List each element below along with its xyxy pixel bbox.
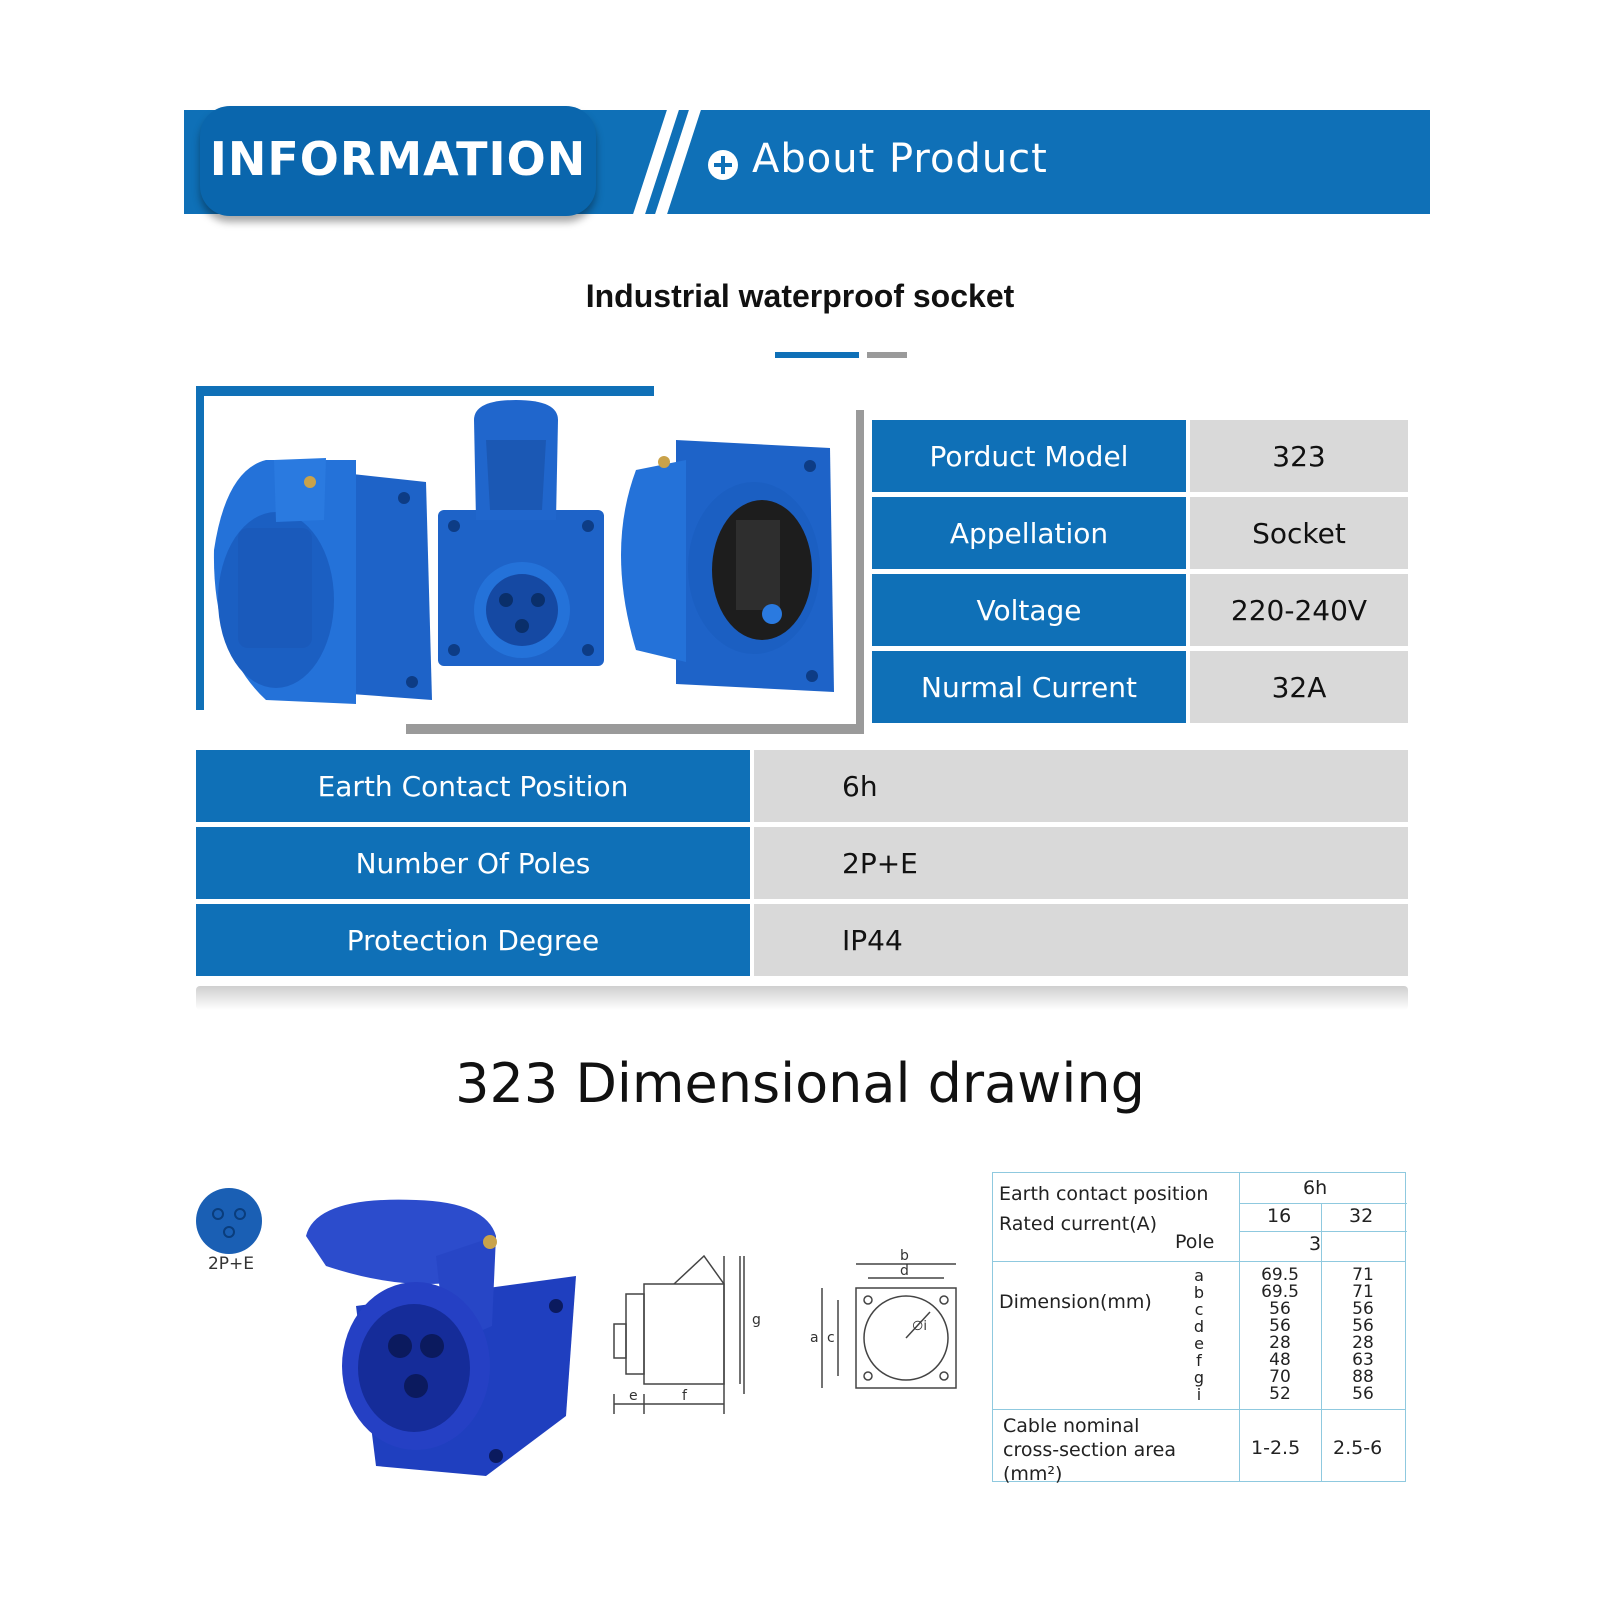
- spec-label: Number Of Poles: [196, 827, 750, 899]
- earth-contact-value: 6h: [1303, 1177, 1328, 1199]
- photo-frame-bottom: [406, 724, 864, 734]
- photo-frame-left: [196, 386, 204, 710]
- socket-side-photo: [214, 458, 432, 704]
- dim-label-g: g: [752, 1312, 761, 1328]
- section-divider-shadow: [196, 986, 1408, 1010]
- socket-rear-photo: [621, 440, 834, 692]
- rated-current-label: Rated current(A): [999, 1213, 1158, 1235]
- dimension-values-16: 69.5 69.5 56 56 28 48 70 52: [1261, 1265, 1299, 1404]
- product-photos: [206, 400, 854, 720]
- spec-value: IP44: [754, 904, 1408, 976]
- dim-label-c: c: [827, 1330, 835, 1346]
- pole-config-icon: [196, 1188, 262, 1254]
- pin-icon: [212, 1208, 224, 1220]
- table-divider: [1321, 1203, 1322, 1481]
- product-subtitle: Industrial waterproof socket: [585, 278, 1015, 314]
- dimension-values-32: 71 71 56 56 28 63 88 56: [1352, 1265, 1374, 1404]
- photo-frame-right: [856, 410, 864, 734]
- spec-label: Earth Contact Position: [196, 750, 750, 822]
- dim-label-a: a: [810, 1330, 819, 1346]
- dim-label-e: e: [629, 1388, 638, 1404]
- information-tab: [200, 106, 596, 216]
- rated-current-16: 16: [1267, 1205, 1292, 1227]
- spec-label: Porduct Model: [872, 420, 1186, 492]
- socket-3d-render: [296, 1196, 596, 1476]
- spec-value: 323: [1190, 420, 1408, 492]
- pole-config-label: 2P+E: [207, 1254, 255, 1274]
- table-divider: [1239, 1173, 1240, 1481]
- cable-label-line: (mm²): [1003, 1463, 1063, 1485]
- side-view-drawing: [604, 1254, 774, 1424]
- table-divider: [993, 1409, 1405, 1410]
- spec-value: Socket: [1190, 497, 1408, 569]
- table-divider: [1239, 1231, 1407, 1232]
- spec-value: 220-240V: [1190, 574, 1408, 646]
- dimension-letters: a b c d e f g i: [1193, 1266, 1205, 1404]
- spec-label: Protection Degree: [196, 904, 750, 976]
- dim-label-f: f: [682, 1388, 687, 1404]
- spec-label: Nurmal Current: [872, 651, 1186, 723]
- earth-contact-label: Earth contact position: [999, 1183, 1209, 1205]
- subtitle-underline-accent: [775, 352, 859, 358]
- spec-value: 32A: [1190, 651, 1408, 723]
- about-product-label: About Product: [752, 136, 1048, 182]
- cable-label-line: cross-section area: [1003, 1439, 1176, 1461]
- pin-icon: [234, 1208, 246, 1220]
- cable-value-16: 1-2.5: [1251, 1437, 1301, 1459]
- spec-value: 2P+E: [754, 827, 1408, 899]
- socket-front-photo: [438, 400, 604, 666]
- table-divider: [993, 1261, 1405, 1262]
- pole-label: Pole: [1175, 1231, 1215, 1253]
- dim-label-i: ∅i: [912, 1319, 927, 1334]
- dimensional-drawing-title: 323 Dimensional drawing: [455, 1052, 1145, 1115]
- information-title: INFORMATION: [209, 132, 587, 186]
- dimension-label: Dimension(mm): [999, 1291, 1152, 1313]
- spec-label: Voltage: [872, 574, 1186, 646]
- subtitle-underline-secondary: [867, 352, 907, 358]
- rated-current-32: 32: [1349, 1205, 1374, 1227]
- dimension-table: [992, 1172, 1406, 1485]
- cable-label-line: Cable nominal: [1003, 1415, 1140, 1437]
- spec-value: 6h: [754, 750, 1408, 822]
- plus-circle-icon: [708, 150, 738, 180]
- dim-label-d: d: [900, 1263, 909, 1279]
- pole-value: 3: [1309, 1233, 1322, 1255]
- dim-label-b: b: [900, 1248, 909, 1264]
- cable-value-32: 2.5-6: [1333, 1437, 1383, 1459]
- photo-frame-top: [196, 386, 654, 396]
- front-view-drawing: [808, 1248, 968, 1398]
- pin-icon: [223, 1226, 235, 1238]
- table-divider: [1239, 1203, 1407, 1204]
- spec-label: Appellation: [872, 497, 1186, 569]
